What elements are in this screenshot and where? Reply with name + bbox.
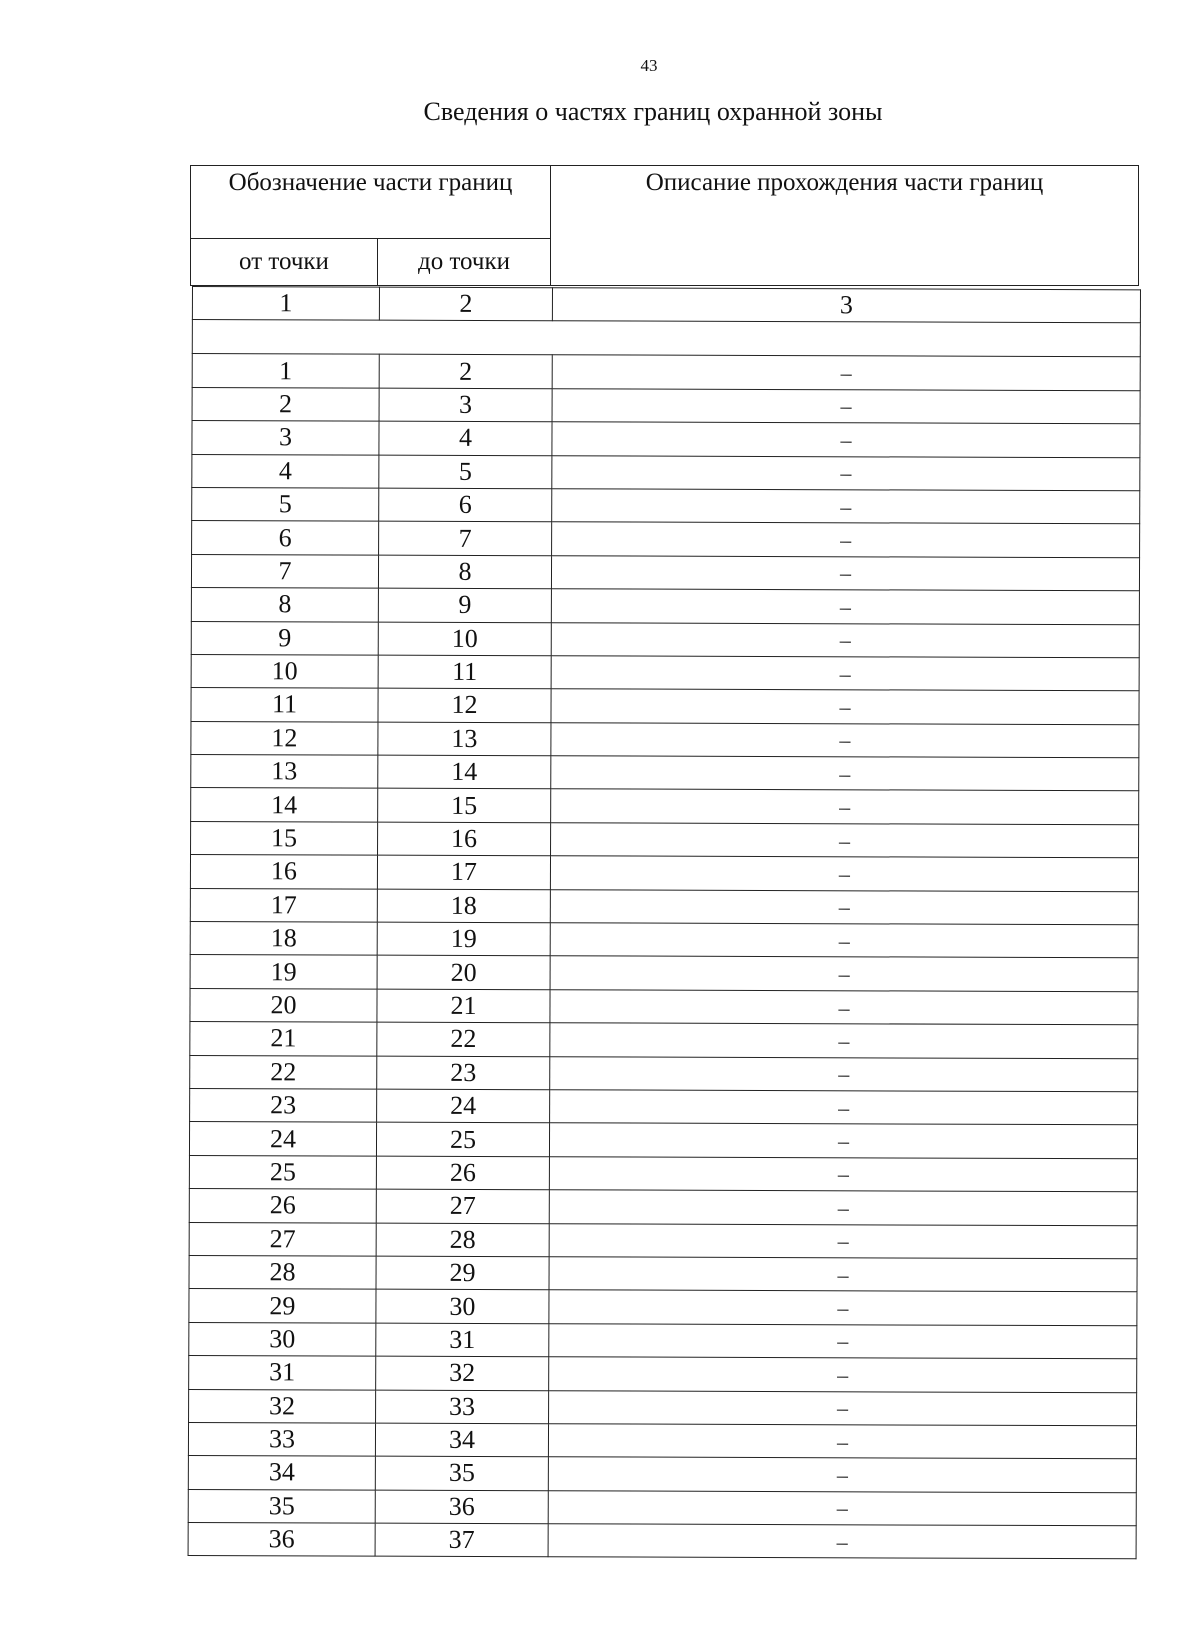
to-point-cell: 5 [379, 455, 552, 489]
table-row [191, 654, 1139, 691]
table-row [188, 1489, 1136, 1526]
from-point-cell: 35 [188, 1489, 375, 1523]
description-value: – [838, 894, 850, 920]
from-point-cell: 5 [192, 487, 379, 521]
to-point-cell: 7 [379, 521, 552, 555]
from-point-cell: 25 [189, 1155, 376, 1189]
description-value: – [837, 1328, 849, 1354]
from-point-cell: 12 [191, 721, 378, 755]
description-value: – [836, 1462, 848, 1488]
description-value: – [840, 360, 852, 386]
to-point-cell: 32 [376, 1356, 549, 1390]
description-value: – [839, 560, 852, 586]
to-point-cell: 13 [378, 722, 551, 756]
table-row [190, 1022, 1138, 1059]
to-point-cell: 37 [375, 1523, 548, 1557]
table-row [188, 1523, 1136, 1560]
description-value: – [837, 1362, 849, 1388]
from-point-cell: 27 [189, 1222, 376, 1256]
from-point-cell: 28 [189, 1255, 376, 1289]
description-value: – [837, 1161, 849, 1187]
from-point-cell: 16 [190, 855, 377, 889]
table-row [190, 1055, 1138, 1092]
description-value: – [839, 694, 851, 720]
to-point-cell: 19 [377, 922, 550, 956]
description-value: – [838, 994, 850, 1020]
description-cell [548, 1524, 1136, 1559]
from-point-cell: 24 [189, 1122, 376, 1156]
table-row [189, 1255, 1137, 1292]
description-cell [549, 1123, 1137, 1158]
description-value: – [840, 493, 852, 519]
table-row [190, 888, 1138, 925]
table-row [191, 621, 1139, 658]
description-value: – [838, 1061, 850, 1087]
table-row [192, 521, 1140, 558]
description-cell [550, 990, 1138, 1025]
from-point-cell: 29 [189, 1289, 376, 1323]
table-row [189, 1356, 1137, 1393]
table-row [189, 1289, 1137, 1326]
page-number: 43 [640, 56, 658, 75]
description-value: – [839, 627, 851, 653]
to-point-cell: 23 [377, 1056, 550, 1090]
description-value: – [838, 927, 850, 954]
from-point-cell: 20 [190, 988, 377, 1022]
from-point-cell: 32 [189, 1389, 376, 1423]
description-value: – [840, 527, 852, 553]
header-group-label: Обозначение части границ [191, 166, 551, 239]
table-row [192, 421, 1140, 458]
description-value: – [837, 1261, 849, 1287]
description-value: – [838, 961, 850, 987]
description-cell [549, 1157, 1137, 1192]
to-point-cell: 33 [376, 1390, 549, 1424]
description-cell [550, 856, 1138, 891]
from-point-cell: 15 [191, 821, 378, 855]
from-point-cell: 13 [191, 755, 378, 789]
to-point-cell: 9 [378, 588, 551, 622]
boundary-parts-table [188, 286, 1141, 1560]
from-point-cell: 19 [190, 955, 377, 989]
table-row [189, 1122, 1137, 1159]
from-point-cell: 30 [189, 1322, 376, 1356]
table-row [190, 922, 1138, 959]
to-point-cell: 10 [378, 622, 551, 656]
description-cell [551, 756, 1139, 791]
header-from-label: от точки [191, 239, 378, 286]
description-cell [549, 1323, 1137, 1358]
to-point-cell: 29 [376, 1256, 549, 1290]
description-cell [550, 1023, 1138, 1058]
from-point-cell: 9 [191, 621, 378, 655]
from-point-cell: 17 [190, 888, 377, 922]
column-number-1: 1 [192, 287, 379, 321]
description-cell [551, 622, 1139, 657]
table-row [188, 1456, 1136, 1493]
description-value: – [840, 460, 852, 486]
description-value: – [840, 393, 852, 419]
description-value: – [836, 1428, 849, 1454]
description-cell [552, 355, 1140, 390]
to-point-cell: 12 [378, 688, 551, 722]
description-cell [548, 1424, 1136, 1459]
to-point-cell: 6 [379, 488, 552, 522]
page-title: Сведения о частях границ охранной зоны [423, 97, 883, 126]
description-cell [551, 555, 1139, 590]
from-point-cell: 36 [188, 1523, 375, 1557]
table-row [191, 821, 1139, 858]
description-value: – [839, 794, 851, 820]
table-row [190, 988, 1138, 1025]
to-point-cell: 15 [378, 789, 551, 823]
description-value: – [839, 594, 851, 620]
from-point-cell: 21 [190, 1022, 377, 1056]
table-header [190, 165, 1139, 286]
to-point-cell: 4 [379, 421, 552, 455]
from-point-cell: 26 [189, 1189, 376, 1223]
from-point-cell: 33 [188, 1422, 375, 1456]
to-point-cell: 11 [378, 655, 551, 689]
table-row [192, 454, 1140, 491]
description-value: – [837, 1395, 849, 1421]
to-point-cell: 8 [378, 555, 551, 589]
to-point-cell: 22 [377, 1022, 550, 1056]
from-point-cell: 6 [192, 521, 379, 555]
description-cell [550, 923, 1138, 958]
to-point-cell: 17 [377, 855, 550, 889]
description-value: – [838, 1028, 850, 1054]
description-value: – [837, 1195, 849, 1221]
table-row [191, 554, 1139, 591]
section-label [192, 320, 1140, 357]
table-row [191, 721, 1139, 758]
table-row [189, 1222, 1137, 1259]
table-row [190, 955, 1138, 992]
from-point-cell: 31 [189, 1356, 376, 1390]
description-cell [551, 589, 1139, 624]
from-point-cell: 10 [191, 654, 378, 688]
table-row [192, 354, 1140, 391]
description-cell [550, 956, 1138, 991]
description-cell [550, 889, 1138, 924]
table-body [188, 287, 1140, 1560]
description-value: – [839, 660, 851, 686]
table-row [189, 1389, 1137, 1426]
description-value: – [839, 761, 851, 787]
to-point-cell: 28 [376, 1223, 549, 1257]
to-point-cell: 3 [379, 388, 552, 422]
description-value: – [836, 1495, 848, 1521]
description-cell [551, 689, 1139, 724]
description-value: – [838, 1094, 850, 1120]
from-point-cell: 18 [190, 922, 377, 956]
description-cell [551, 656, 1139, 691]
description-cell [550, 1056, 1138, 1091]
table-row [191, 688, 1139, 725]
to-point-cell: 18 [377, 889, 550, 923]
table-row [189, 1322, 1137, 1359]
to-point-cell: 24 [377, 1089, 550, 1123]
description-cell [551, 722, 1139, 757]
to-point-cell: 35 [375, 1456, 548, 1490]
table-row [190, 855, 1138, 892]
from-point-cell: 3 [192, 421, 379, 455]
from-point-cell: 22 [190, 1055, 377, 1089]
description-value: – [840, 427, 852, 453]
description-cell [549, 1257, 1137, 1292]
table-row [189, 1155, 1137, 1192]
description-cell [552, 522, 1140, 557]
to-point-cell: 14 [378, 755, 551, 789]
description-value: – [839, 727, 851, 753]
header-description-label: Описание прохождения части границ [551, 166, 1139, 286]
description-cell [549, 1390, 1137, 1425]
to-point-cell: 20 [377, 956, 550, 990]
description-value: – [836, 1529, 848, 1555]
from-point-cell: 11 [191, 688, 378, 722]
from-point-cell: 34 [188, 1456, 375, 1490]
to-point-cell: 31 [376, 1323, 549, 1357]
description-value: – [839, 827, 851, 853]
description-cell [549, 1223, 1137, 1258]
description-cell [552, 455, 1140, 490]
column-number-3: 3 [552, 288, 1140, 323]
from-point-cell: 8 [191, 588, 378, 622]
from-point-cell: 23 [190, 1088, 377, 1122]
from-point-cell: 1 [192, 354, 379, 388]
description-cell [549, 1190, 1137, 1225]
column-number-2: 2 [379, 287, 552, 321]
description-cell [552, 422, 1140, 457]
to-point-cell: 21 [377, 989, 550, 1023]
description-value: – [837, 1128, 850, 1154]
description-cell [551, 823, 1139, 858]
table-row [188, 1422, 1136, 1459]
to-point-cell: 27 [376, 1189, 549, 1223]
section-row [192, 320, 1140, 357]
column-number-row [192, 287, 1140, 324]
to-point-cell: 16 [378, 822, 551, 856]
to-point-cell: 36 [375, 1490, 548, 1524]
from-point-cell: 2 [192, 387, 379, 421]
description-cell [552, 389, 1140, 424]
from-point-cell: 7 [191, 554, 378, 588]
description-cell [549, 1357, 1137, 1392]
header-to-label: до точки [378, 239, 551, 286]
table-row [190, 1088, 1138, 1125]
description-cell [549, 1290, 1137, 1325]
description-cell [551, 789, 1139, 824]
table-row [192, 387, 1140, 424]
description-cell [548, 1457, 1136, 1492]
table-row [192, 487, 1140, 524]
to-point-cell: 25 [376, 1123, 549, 1157]
from-point-cell: 14 [191, 788, 378, 822]
table-row [191, 588, 1139, 625]
table-row [189, 1189, 1137, 1226]
description-value: – [838, 861, 850, 887]
description-cell [550, 1090, 1138, 1125]
table-row [191, 788, 1139, 825]
to-point-cell: 30 [376, 1289, 549, 1323]
to-point-cell: 26 [376, 1156, 549, 1190]
to-point-cell: 2 [379, 355, 552, 389]
description-cell [548, 1490, 1136, 1525]
description-value: – [837, 1295, 849, 1321]
description-value: – [837, 1228, 849, 1254]
table-row [191, 755, 1139, 792]
to-point-cell: 34 [375, 1423, 548, 1457]
from-point-cell: 4 [192, 454, 379, 488]
description-cell [552, 489, 1140, 524]
